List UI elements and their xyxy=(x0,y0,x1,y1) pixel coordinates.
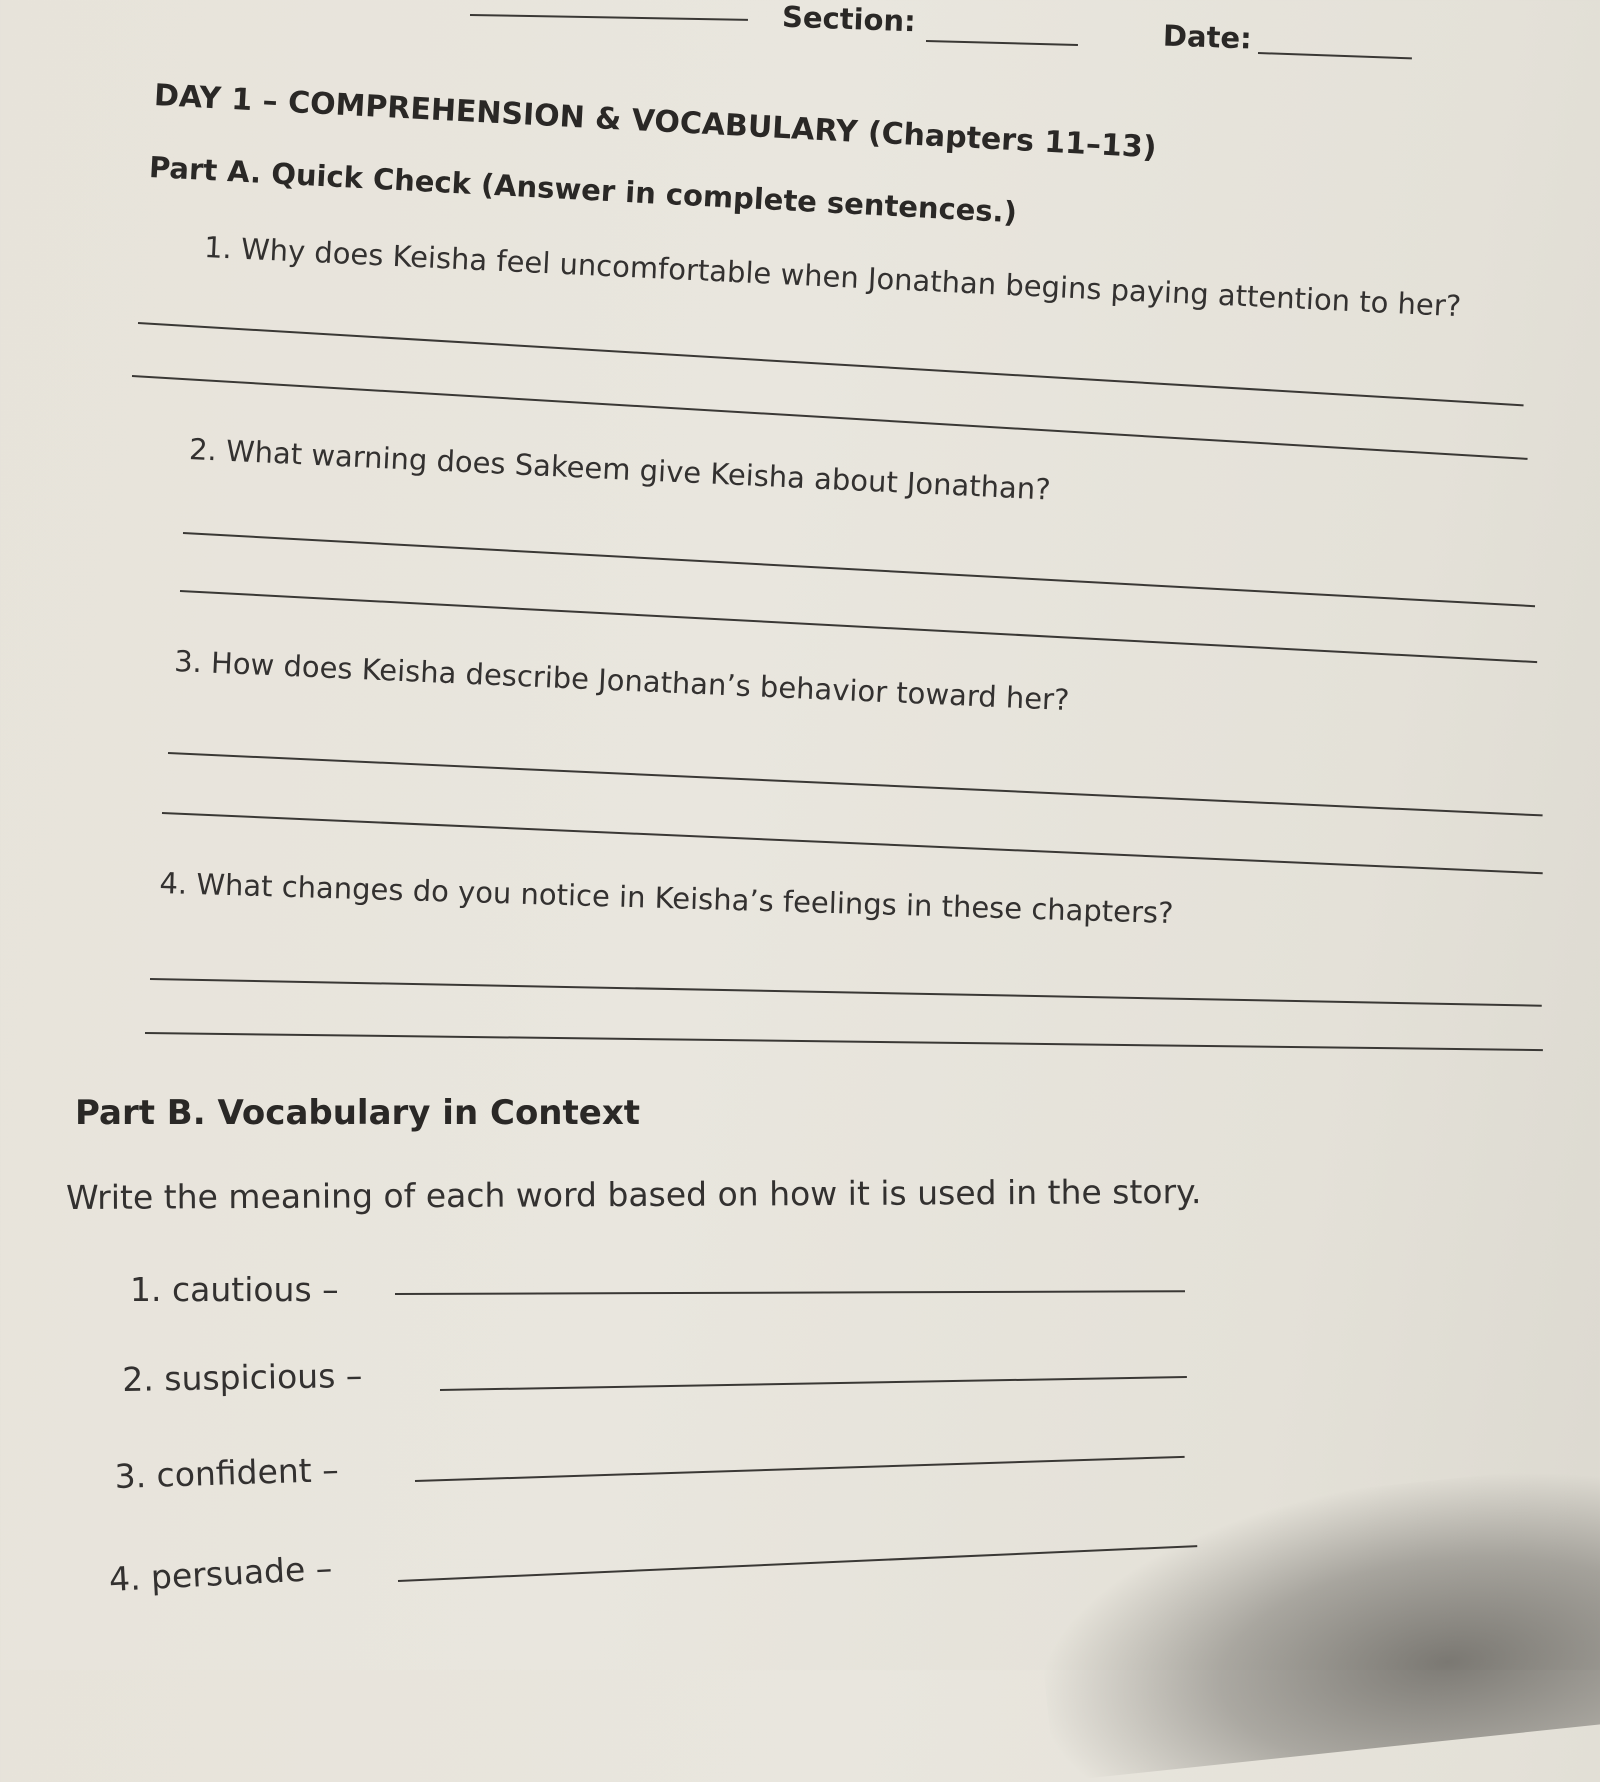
vocab-item-cautious: 1. cautious – xyxy=(130,1270,339,1309)
vocab-blank-cautious[interactable] xyxy=(395,1290,1185,1295)
page-title: DAY 1 – COMPREHENSION & VOCABULARY (Chapters 11–13) xyxy=(153,78,1158,166)
answer-line-4b[interactable] xyxy=(145,1032,1543,1051)
question-4: 4. What changes do you notice in Keisha’s feelings in these chapters? xyxy=(158,866,1174,931)
section-blank[interactable] xyxy=(926,40,1078,46)
vocab-item-confident: 3. confident – xyxy=(114,1449,340,1496)
vocab-blank-confident[interactable] xyxy=(415,1456,1185,1482)
answer-line-3b[interactable] xyxy=(162,812,1543,874)
answer-line-3a[interactable] xyxy=(168,752,1543,816)
question-2: 2. What warning does Sakeem give Keisha about Jonathan? xyxy=(188,432,1052,507)
vocab-item-suspicious: 2. suspicious – xyxy=(122,1355,363,1399)
part-b-instruction: Write the meaning of each word based on how it is used in the story. xyxy=(66,1172,1202,1217)
section-label: Section: xyxy=(781,0,917,39)
name-blank[interactable] xyxy=(470,14,748,21)
question-3: 3. How does Keisha describe Jonathan’s behavior toward her? xyxy=(173,644,1071,718)
answer-line-1a[interactable] xyxy=(138,322,1524,406)
part-a-heading: Part A. Quick Check (Answer in complete sentences.) xyxy=(148,150,1018,230)
photo-shadow xyxy=(1028,1458,1600,1781)
date-blank[interactable] xyxy=(1258,52,1412,59)
vocab-item-persuade: 4. persuade – xyxy=(108,1548,334,1599)
answer-line-4a[interactable] xyxy=(150,978,1542,1007)
date-label: Date: xyxy=(1162,18,1253,56)
answer-line-2a[interactable] xyxy=(183,532,1535,607)
part-b-heading: Part B. Vocabulary in Context xyxy=(75,1093,641,1133)
question-1: 1. Why does Keisha feel uncomfortable when Jonathan begins paying attention to her? xyxy=(203,230,1462,324)
vocab-blank-suspicious[interactable] xyxy=(440,1376,1187,1391)
